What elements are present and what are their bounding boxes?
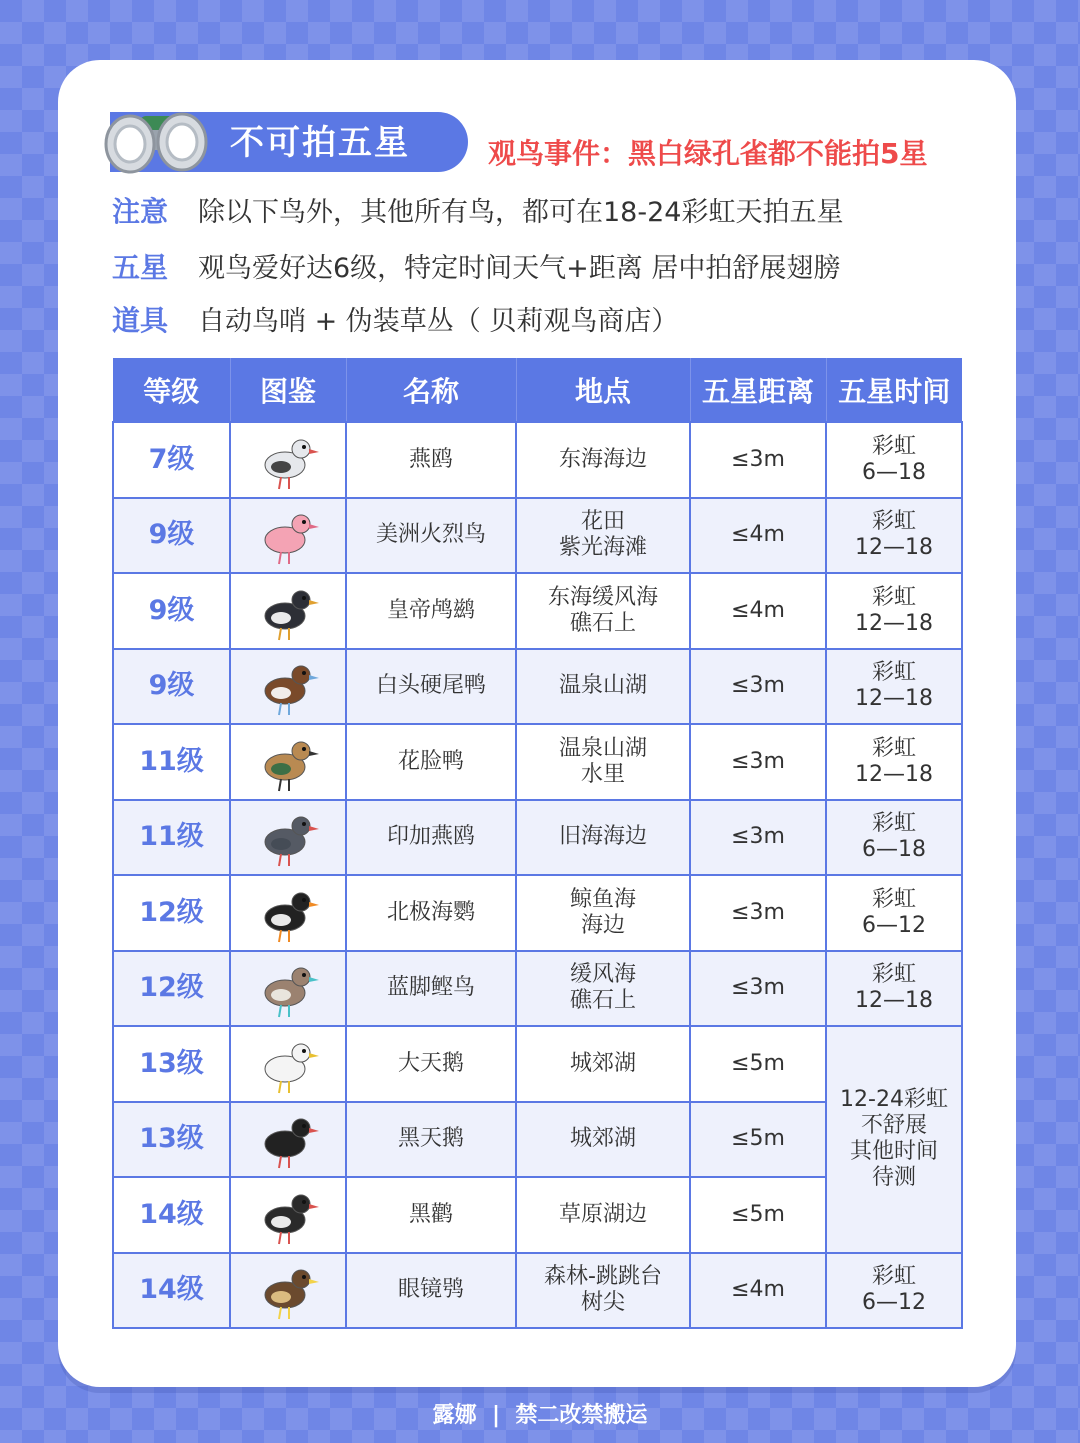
whooper-swan-icon bbox=[255, 1031, 321, 1097]
bird-location: 温泉山湖 水里 bbox=[516, 724, 690, 800]
bird-distance: ≤3m bbox=[690, 800, 826, 876]
bird-name: 大天鹅 bbox=[346, 1026, 516, 1102]
page-title: 不可拍五星 bbox=[230, 123, 410, 163]
tern-icon bbox=[255, 427, 321, 493]
bird-location: 温泉山湖 bbox=[516, 649, 690, 725]
footer-credit: 露娜 | 禁二改禁搬运 bbox=[432, 1403, 648, 1428]
bird-distance: ≤4m bbox=[690, 1253, 826, 1329]
bird-location: 旧海海边 bbox=[516, 800, 690, 876]
bird-location: 城郊湖 bbox=[516, 1026, 690, 1102]
bird-portrait bbox=[230, 498, 346, 574]
bird-time: 彩虹 12—18 bbox=[826, 951, 962, 1027]
table-row bbox=[113, 422, 962, 498]
bird-distance: ≤4m bbox=[690, 573, 826, 649]
table-row bbox=[113, 951, 962, 1027]
black-stork-icon bbox=[255, 1182, 321, 1248]
bird-location: 森林-跳跳台 树尖 bbox=[516, 1253, 690, 1329]
bird-time: 彩虹 6—18 bbox=[826, 422, 962, 498]
bird-location: 鲸鱼海 海边 bbox=[516, 875, 690, 951]
bird-portrait bbox=[230, 800, 346, 876]
bird-name: 北极海鹦 bbox=[346, 875, 516, 951]
table-row bbox=[113, 498, 962, 574]
header-icon: 图鉴 bbox=[230, 358, 346, 422]
bird-portrait bbox=[230, 1102, 346, 1178]
bird-distance: ≤3m bbox=[690, 724, 826, 800]
info-label: 道具 bbox=[112, 304, 169, 337]
bird-name: 花脸鸭 bbox=[346, 724, 516, 800]
bird-location: 花田 紫光海滩 bbox=[516, 498, 690, 574]
bird-distance: ≤3m bbox=[690, 649, 826, 725]
header-location: 地点 bbox=[516, 358, 690, 422]
bird-name: 蓝脚鲣鸟 bbox=[346, 951, 516, 1027]
bird-location: 东海缓风海 礁石上 bbox=[516, 573, 690, 649]
puffin-icon bbox=[255, 880, 321, 946]
bird-level: 9级 bbox=[113, 649, 230, 725]
inca-tern-icon bbox=[255, 804, 321, 870]
bird-portrait bbox=[230, 1026, 346, 1102]
bird-location: 东海海边 bbox=[516, 422, 690, 498]
binoculars-icon bbox=[100, 106, 220, 178]
header-name: 名称 bbox=[346, 358, 516, 422]
info-row-tools bbox=[112, 299, 678, 343]
white-headed-duck-icon bbox=[255, 653, 321, 719]
info-label: 注意 bbox=[112, 195, 169, 228]
info-text: 除以下鸟外，其他所有鸟，都可在18-24彩虹天拍五星 bbox=[198, 197, 844, 228]
bird-portrait bbox=[230, 1253, 346, 1329]
info-row-five-star bbox=[112, 246, 840, 290]
bird-time: 彩虹 6—18 bbox=[826, 800, 962, 876]
bird-level: 11级 bbox=[113, 724, 230, 800]
bird-distance: ≤5m bbox=[690, 1102, 826, 1178]
table-row bbox=[113, 875, 962, 951]
bird-time: 彩虹 12—18 bbox=[826, 573, 962, 649]
bird-distance: ≤5m bbox=[690, 1026, 826, 1102]
bird-level: 13级 bbox=[113, 1102, 230, 1178]
bird-name: 印加燕鸥 bbox=[346, 800, 516, 876]
bird-portrait bbox=[230, 573, 346, 649]
bird-table bbox=[112, 358, 963, 1329]
bird-time: 彩虹 12—18 bbox=[826, 724, 962, 800]
bird-level: 7级 bbox=[113, 422, 230, 498]
bird-name: 皇帝鸬鹚 bbox=[346, 573, 516, 649]
bird-portrait bbox=[230, 875, 346, 951]
flamingo-icon bbox=[255, 502, 321, 568]
bird-name: 燕鸥 bbox=[346, 422, 516, 498]
bird-level: 12级 bbox=[113, 951, 230, 1027]
bird-location: 草原湖边 bbox=[516, 1177, 690, 1253]
bird-portrait bbox=[230, 724, 346, 800]
bird-level: 13级 bbox=[113, 1026, 230, 1102]
header-time: 五星时间 bbox=[826, 358, 962, 422]
black-swan-icon bbox=[255, 1106, 321, 1172]
bird-distance: ≤4m bbox=[690, 498, 826, 574]
cormorant-icon bbox=[255, 578, 321, 644]
bird-distance: ≤5m bbox=[690, 1177, 826, 1253]
header-distance: 五星距离 bbox=[690, 358, 826, 422]
info-text: 自动鸟哨 + 伪装草丛（ 贝莉观鸟商店） bbox=[198, 306, 679, 337]
info-text: 观鸟爱好达6级，特定时间天气+距离 居中拍舒展翅膀 bbox=[198, 253, 841, 284]
bird-portrait bbox=[230, 951, 346, 1027]
bird-level: 14级 bbox=[113, 1253, 230, 1329]
bird-distance: ≤3m bbox=[690, 422, 826, 498]
table-row bbox=[113, 649, 962, 725]
table-header-row bbox=[113, 358, 962, 422]
bird-portrait bbox=[230, 1177, 346, 1253]
bird-portrait bbox=[230, 649, 346, 725]
bird-distance: ≤3m bbox=[690, 951, 826, 1027]
bird-level: 12级 bbox=[113, 875, 230, 951]
bird-level: 9级 bbox=[113, 498, 230, 574]
bird-level: 11级 bbox=[113, 800, 230, 876]
table-row bbox=[113, 724, 962, 800]
bird-name: 美洲火烈鸟 bbox=[346, 498, 516, 574]
bird-name: 黑鹳 bbox=[346, 1177, 516, 1253]
bird-time: 彩虹 12—18 bbox=[826, 498, 962, 574]
bird-location: 城郊湖 bbox=[516, 1102, 690, 1178]
bird-name: 眼镜鸮 bbox=[346, 1253, 516, 1329]
bird-location: 缓风海 礁石上 bbox=[516, 951, 690, 1027]
bird-time: 彩虹 6—12 bbox=[826, 1253, 962, 1329]
bird-time: 彩虹 6—12 bbox=[826, 875, 962, 951]
bird-level: 9级 bbox=[113, 573, 230, 649]
event-note: 观鸟事件：黑白绿孔雀都不能拍5星 bbox=[488, 137, 928, 170]
info-row-note bbox=[112, 190, 843, 234]
blue-footed-booby-icon bbox=[255, 955, 321, 1021]
bird-name: 白头硬尾鸭 bbox=[346, 649, 516, 725]
bird-distance: ≤3m bbox=[690, 875, 826, 951]
info-label: 五星 bbox=[112, 251, 169, 284]
table-row bbox=[113, 1253, 962, 1329]
bird-level: 14级 bbox=[113, 1177, 230, 1253]
table-row bbox=[113, 1026, 962, 1102]
bird-portrait bbox=[230, 422, 346, 498]
baikal-teal-icon bbox=[255, 729, 321, 795]
bird-time: 彩虹 12—18 bbox=[826, 649, 962, 725]
header-level: 等级 bbox=[113, 358, 230, 422]
bird-name: 黑天鹅 bbox=[346, 1102, 516, 1178]
spectacled-owl-icon bbox=[255, 1257, 321, 1323]
bird-time: 12-24彩虹 不舒展 其他时间 待测 bbox=[826, 1026, 962, 1253]
table-row bbox=[113, 573, 962, 649]
table-row bbox=[113, 800, 962, 876]
